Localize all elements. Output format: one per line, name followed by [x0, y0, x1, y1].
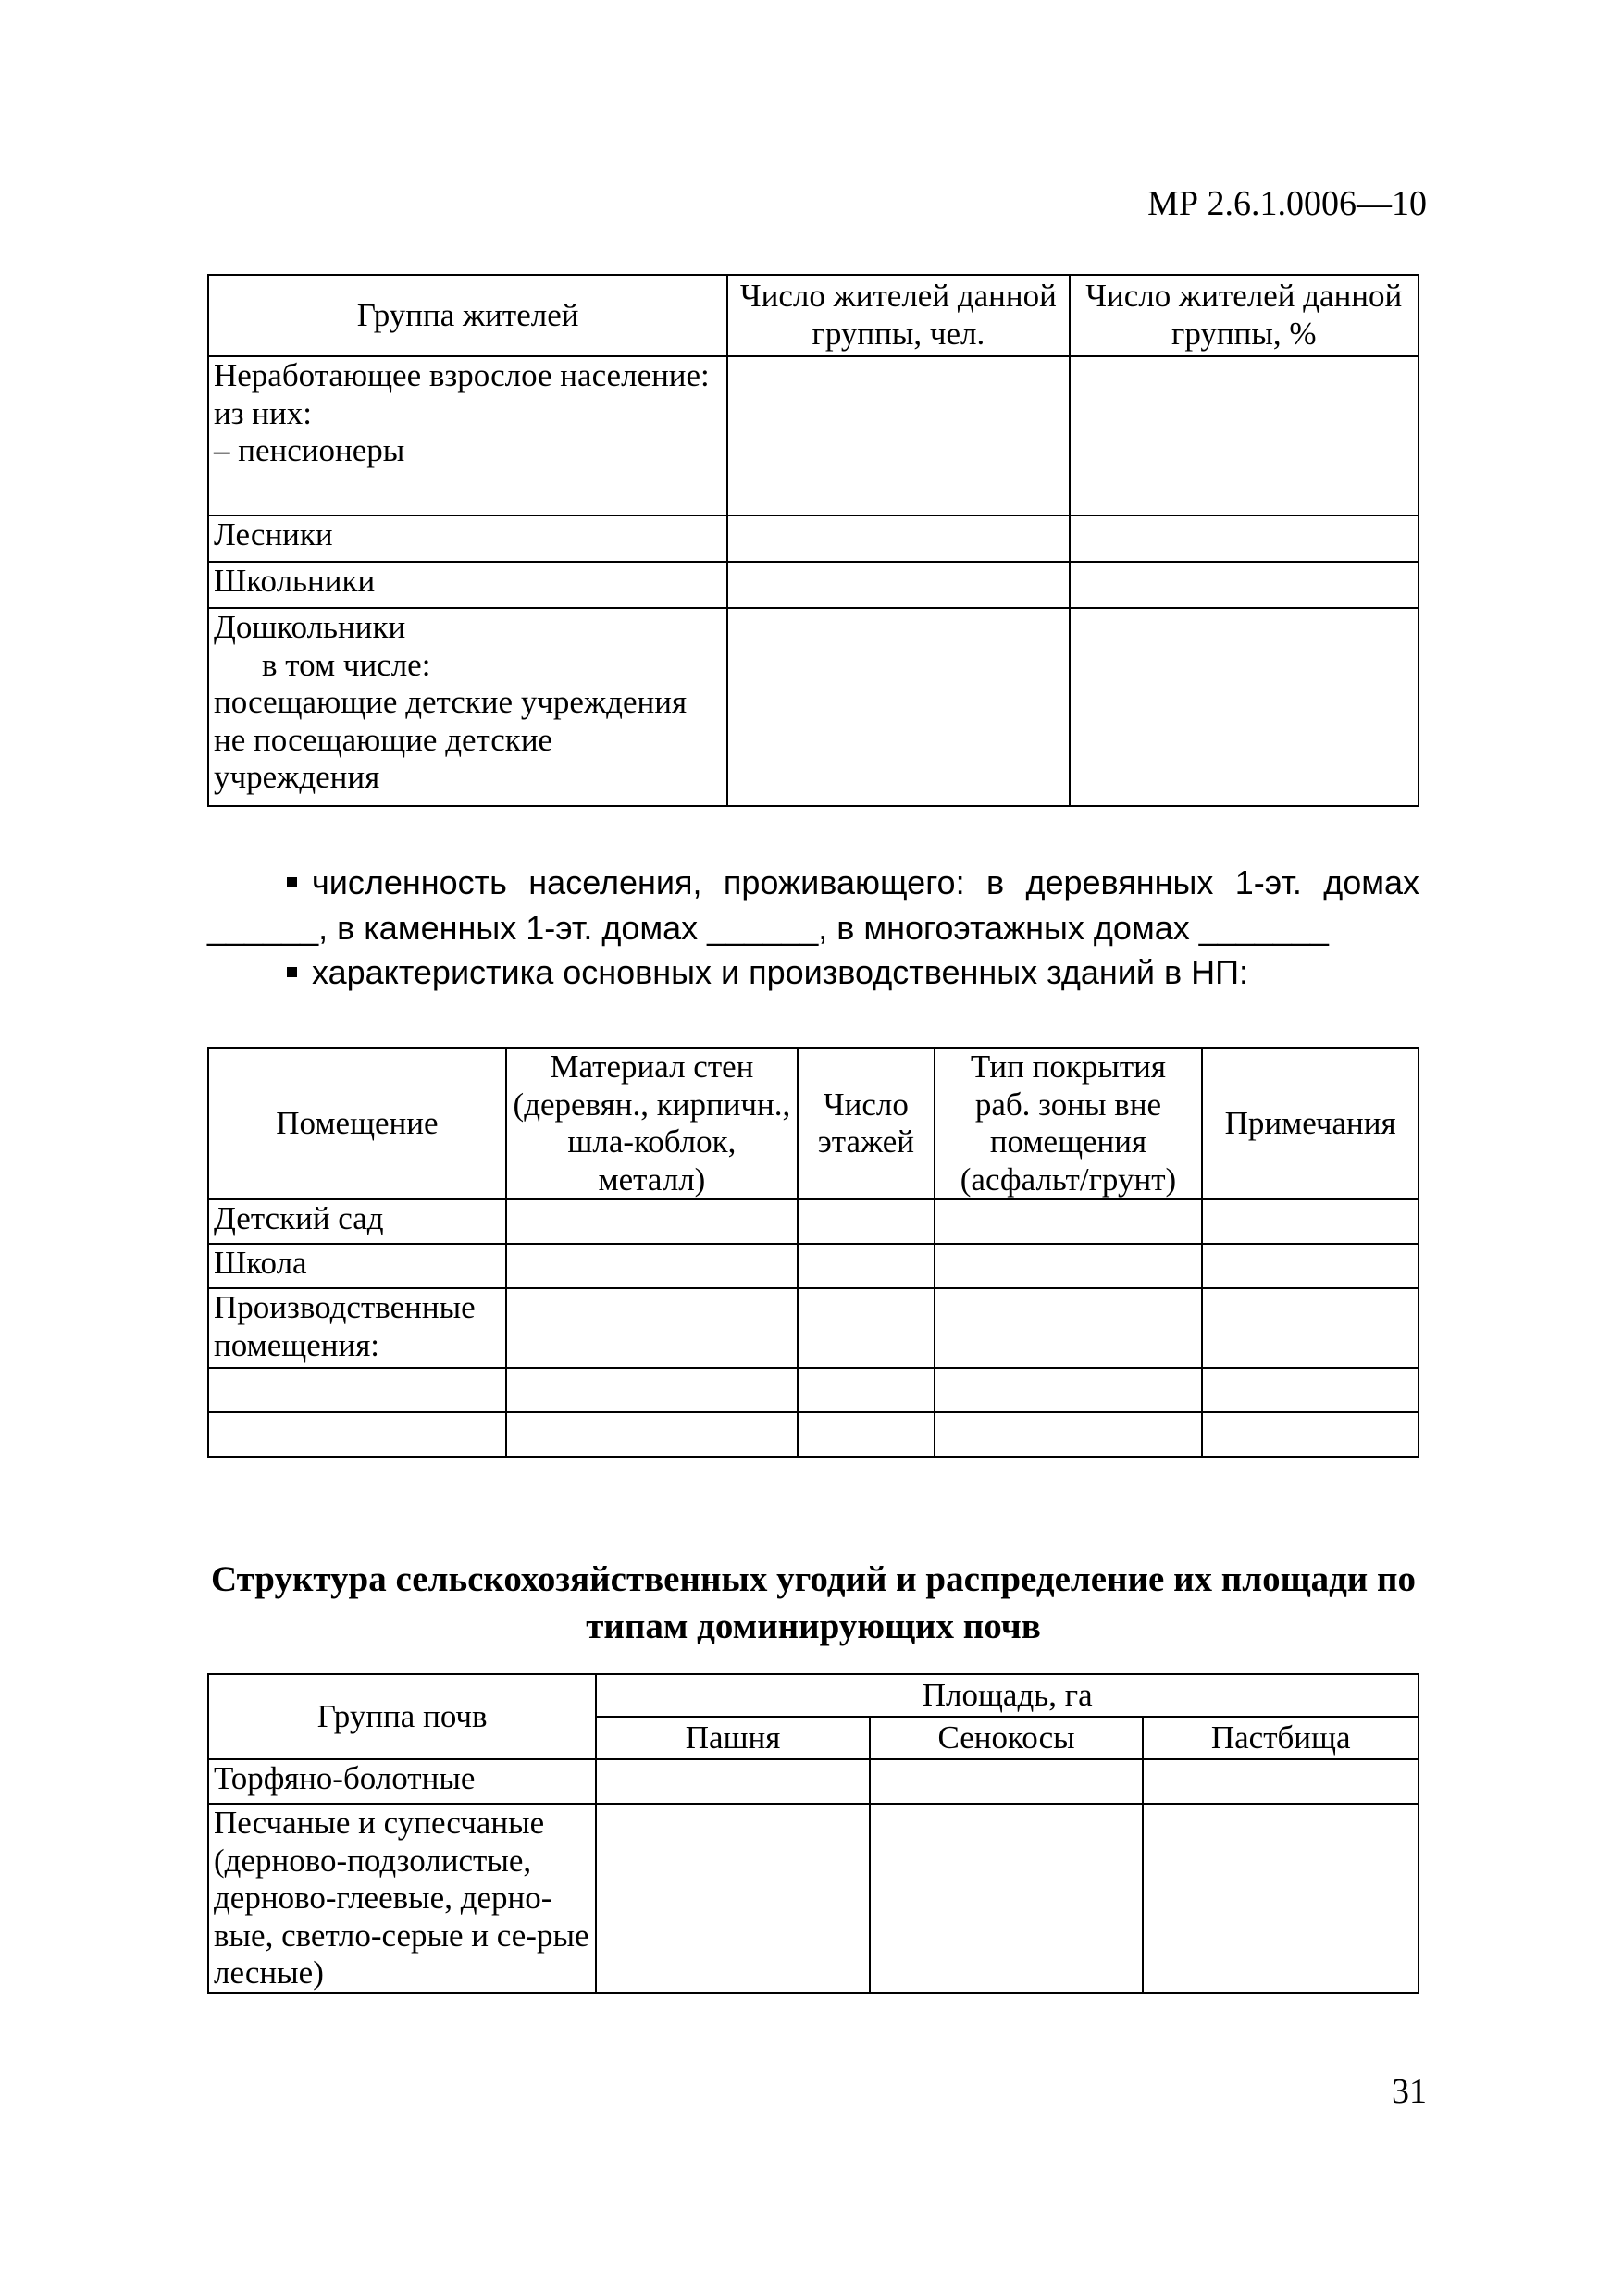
row-label: Школьники	[208, 562, 727, 608]
col-header-room: Помещение	[208, 1048, 506, 1199]
buildings-table	[207, 1047, 1419, 1458]
col-header-surface-type: Тип покрытия раб. зоны вне помещения (асфальт/грунт)	[935, 1048, 1202, 1199]
cell-empty[interactable]	[1202, 1244, 1419, 1288]
cell-empty[interactable]	[870, 1759, 1144, 1804]
table-row	[208, 562, 1419, 608]
cell-empty[interactable]	[798, 1244, 935, 1288]
cell-empty[interactable]	[208, 1412, 506, 1457]
page-number: 31	[1392, 2072, 1427, 2111]
table-row	[208, 608, 1419, 806]
cell-empty[interactable]	[596, 1804, 869, 1993]
cell-empty[interactable]	[1202, 1288, 1419, 1368]
cell-empty[interactable]	[1202, 1412, 1419, 1457]
table-row	[208, 1759, 1419, 1804]
table-row	[208, 1804, 1419, 1993]
col-header-percent: Число жителей данной группы, %	[1070, 275, 1419, 356]
cell-empty[interactable]	[798, 1412, 935, 1457]
col-header-group: Группа жителей	[208, 275, 727, 356]
cell-empty[interactable]	[1070, 515, 1419, 562]
row-label: Торфяно-болотные	[208, 1759, 596, 1804]
table-row	[208, 1244, 1419, 1288]
bullet-item: численность населения, проживающего: в деревянных 1-эт. домах	[207, 861, 1419, 906]
row-label: Лесники	[208, 515, 727, 562]
section-title: Структура сельскохозяйственных угодий и распределение их площади по типам доминирующих почв	[210, 1559, 1416, 1646]
bullet-square-icon	[287, 877, 297, 887]
bullet-continuation: ______, в каменных 1-эт. домах ______, в многоэтажных домах _______	[207, 908, 1329, 947]
col-header-arable: Пашня	[596, 1717, 869, 1759]
col-header-soil-group: Группа почв	[208, 1674, 596, 1759]
bullet-square-icon	[287, 967, 297, 977]
cell-empty[interactable]	[506, 1368, 798, 1412]
row-label: Школа	[208, 1244, 506, 1288]
cell-empty[interactable]	[798, 1368, 935, 1412]
row-label: Детский сад	[208, 1199, 506, 1244]
cell-empty[interactable]	[506, 1288, 798, 1368]
cell-empty[interactable]	[727, 515, 1069, 562]
table-row	[208, 1368, 1419, 1412]
cell-empty[interactable]	[1070, 356, 1419, 515]
cell-empty[interactable]	[1070, 608, 1419, 806]
col-header-hayfields: Сенокосы	[870, 1717, 1144, 1759]
cell-empty[interactable]	[935, 1368, 1202, 1412]
table-row	[208, 1199, 1419, 1244]
cell-empty[interactable]	[935, 1199, 1202, 1244]
row-label: Производственные помещения:	[208, 1288, 506, 1368]
cell-empty[interactable]	[1202, 1199, 1419, 1244]
cell-empty[interactable]	[506, 1199, 798, 1244]
cell-empty[interactable]	[935, 1412, 1202, 1457]
cell-empty[interactable]	[870, 1804, 1144, 1993]
col-header-area: Площадь, га	[596, 1674, 1419, 1717]
row-label: Неработающее взрослое население: из них: – пенсионеры	[208, 356, 727, 515]
table-row	[208, 356, 1419, 515]
cell-empty[interactable]	[208, 1368, 506, 1412]
soil-area-table	[207, 1673, 1419, 1994]
cell-empty[interactable]	[506, 1244, 798, 1288]
residents-table	[207, 274, 1419, 807]
cell-empty[interactable]	[596, 1759, 869, 1804]
cell-empty[interactable]	[727, 608, 1069, 806]
col-header-count: Число жителей данной группы, чел.	[727, 275, 1069, 356]
cell-empty[interactable]	[1143, 1804, 1419, 1993]
col-header-floors: Число этажей	[798, 1048, 935, 1199]
cell-empty[interactable]	[798, 1288, 935, 1368]
table-row	[208, 515, 1419, 562]
cell-empty[interactable]	[1070, 562, 1419, 608]
bullet-list	[207, 861, 1419, 996]
cell-empty[interactable]	[798, 1199, 935, 1244]
cell-empty[interactable]	[1143, 1759, 1419, 1804]
bullet-item: характеристика основных и производственных зданий в НП:	[207, 950, 1419, 996]
table-row	[208, 1412, 1419, 1457]
cell-empty[interactable]	[935, 1244, 1202, 1288]
cell-empty[interactable]	[1202, 1368, 1419, 1412]
cell-empty[interactable]	[935, 1288, 1202, 1368]
row-label: Дошкольники в том числе: посещающие детские учреждения не посещающие детские учреждения	[208, 608, 727, 806]
cell-empty[interactable]	[506, 1412, 798, 1457]
row-label: Песчаные и супесчаные (дерново-подзолистые, дерново-глеевые, дерно-вые, светло-серые и се-рые лесные)	[208, 1804, 596, 1993]
col-header-notes: Примечания	[1202, 1048, 1419, 1199]
table-row	[208, 1288, 1419, 1368]
cell-empty[interactable]	[727, 562, 1069, 608]
col-header-wall-material: Материал стен (деревян., кирпичн., шла-коблок, металл)	[506, 1048, 798, 1199]
cell-empty[interactable]	[727, 356, 1069, 515]
document-code-header: МР 2.6.1.0006—10	[1147, 184, 1427, 223]
col-header-pastures: Пастбища	[1143, 1717, 1419, 1759]
